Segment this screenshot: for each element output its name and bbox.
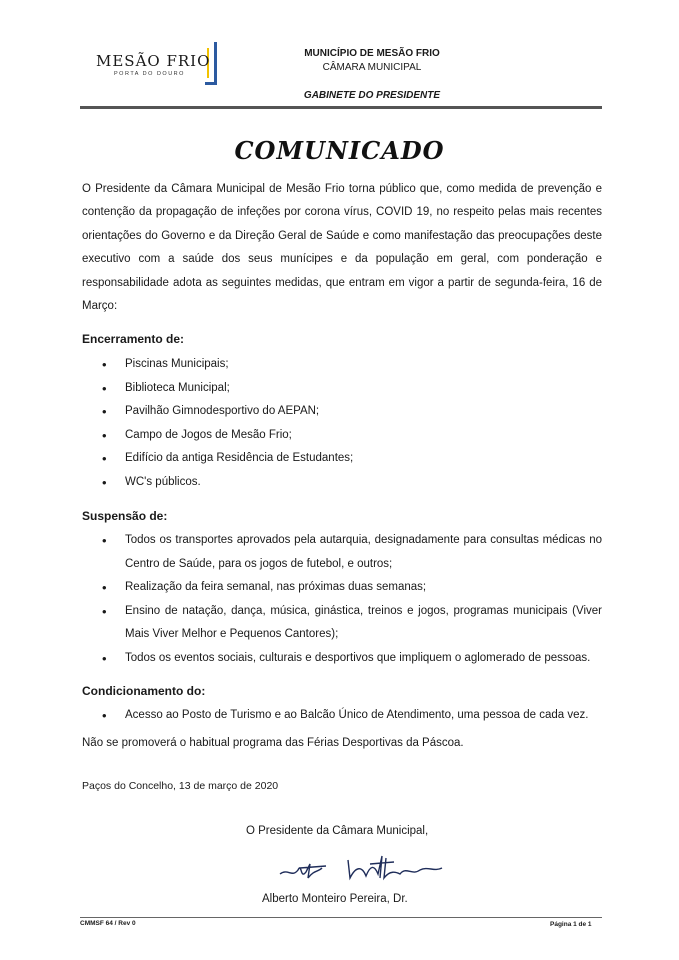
closures-heading: Encerramento de: bbox=[82, 332, 185, 346]
footer-document-code: CMMSF 64 / Rev 0 bbox=[80, 920, 136, 927]
footer-page-number: Página 1 de 1 bbox=[550, 921, 592, 928]
municipality-logo bbox=[96, 40, 226, 90]
logo-tagline: PORTA DO DOURO bbox=[114, 71, 185, 77]
list-item: • WC's públicos. bbox=[102, 471, 582, 495]
list-item: • Campo de Jogos de Mesão Frio; bbox=[102, 424, 582, 448]
list-item: • Ensino de natação, dança, música, ginástica, treinos e jogos, programas municipais (Viver Mais Viver Melhor e Pequenos Cantores); bbox=[102, 600, 602, 647]
suspensions-heading: Suspensão de: bbox=[82, 509, 168, 523]
header-council: CÂMARA MUNICIPAL bbox=[322, 62, 422, 73]
signature-image bbox=[270, 848, 450, 888]
list-item: • Biblioteca Municipal; bbox=[102, 377, 582, 401]
logo-name: MESÃO FRIO bbox=[96, 52, 211, 70]
closing-note: Não se promoverá o habitual programa das Férias Desportivas da Páscoa. bbox=[82, 737, 464, 749]
header-municipality: MUNICÍPIO DE MESÃO FRIO bbox=[304, 48, 440, 59]
list-item: • Edifício da antiga Residência de Estudantes; bbox=[102, 447, 582, 471]
conditioning-list bbox=[102, 704, 602, 728]
conditioning-heading: Condicionamento do: bbox=[82, 684, 206, 698]
list-item: • Realização da feira semanal, nas próximas duas semanas; bbox=[102, 576, 602, 600]
place-date: Paços do Concelho, 13 de março de 2020 bbox=[82, 780, 279, 792]
closures-list bbox=[102, 353, 582, 495]
intro-paragraph: O Presidente da Câmara Municipal de Mesão Frio torna público que, como medida de prevenção e contenção da propagação de infeções por corona vírus, COVID 19, no respeito pelas mais recentes orientações do Governo e da Direção Geral de Saúde e como manifestação das preocupações deste executivo com a saúde dos seus munícipes e da população em geral, com ponderação e responsabilidade adota as seguintes medidas, que entram em vigor a partir de segunda-feira, 16 de Março: bbox=[82, 183, 602, 313]
footer-divider bbox=[80, 917, 602, 918]
document-title: COMUNICADO bbox=[234, 136, 445, 165]
list-item: • Pavilhão Gimnodesportivo do AEPAN; bbox=[102, 400, 582, 424]
header-office: GABINETE DO PRESIDENTE bbox=[303, 90, 441, 101]
suspensions-list bbox=[102, 529, 602, 671]
header-divider bbox=[80, 106, 602, 109]
list-item: • Todos os transportes aprovados pela autarquia, designadamente para consultas médicas no Centro de Saúde, para os jogos de futebol, e outros; bbox=[102, 529, 602, 576]
list-item: • Todos os eventos sociais, culturais e desportivos que impliquem o aglomerado de pessoas. bbox=[102, 647, 602, 671]
signatory-name: Alberto Monteiro Pereira, Dr. bbox=[262, 893, 408, 905]
list-item: • Piscinas Municipais; bbox=[102, 353, 582, 377]
list-item: • Acesso ao Posto de Turismo e ao Balcão Único de Atendimento, uma pessoa de cada vez. bbox=[102, 704, 602, 728]
signatory-title: O Presidente da Câmara Municipal, bbox=[246, 825, 429, 837]
